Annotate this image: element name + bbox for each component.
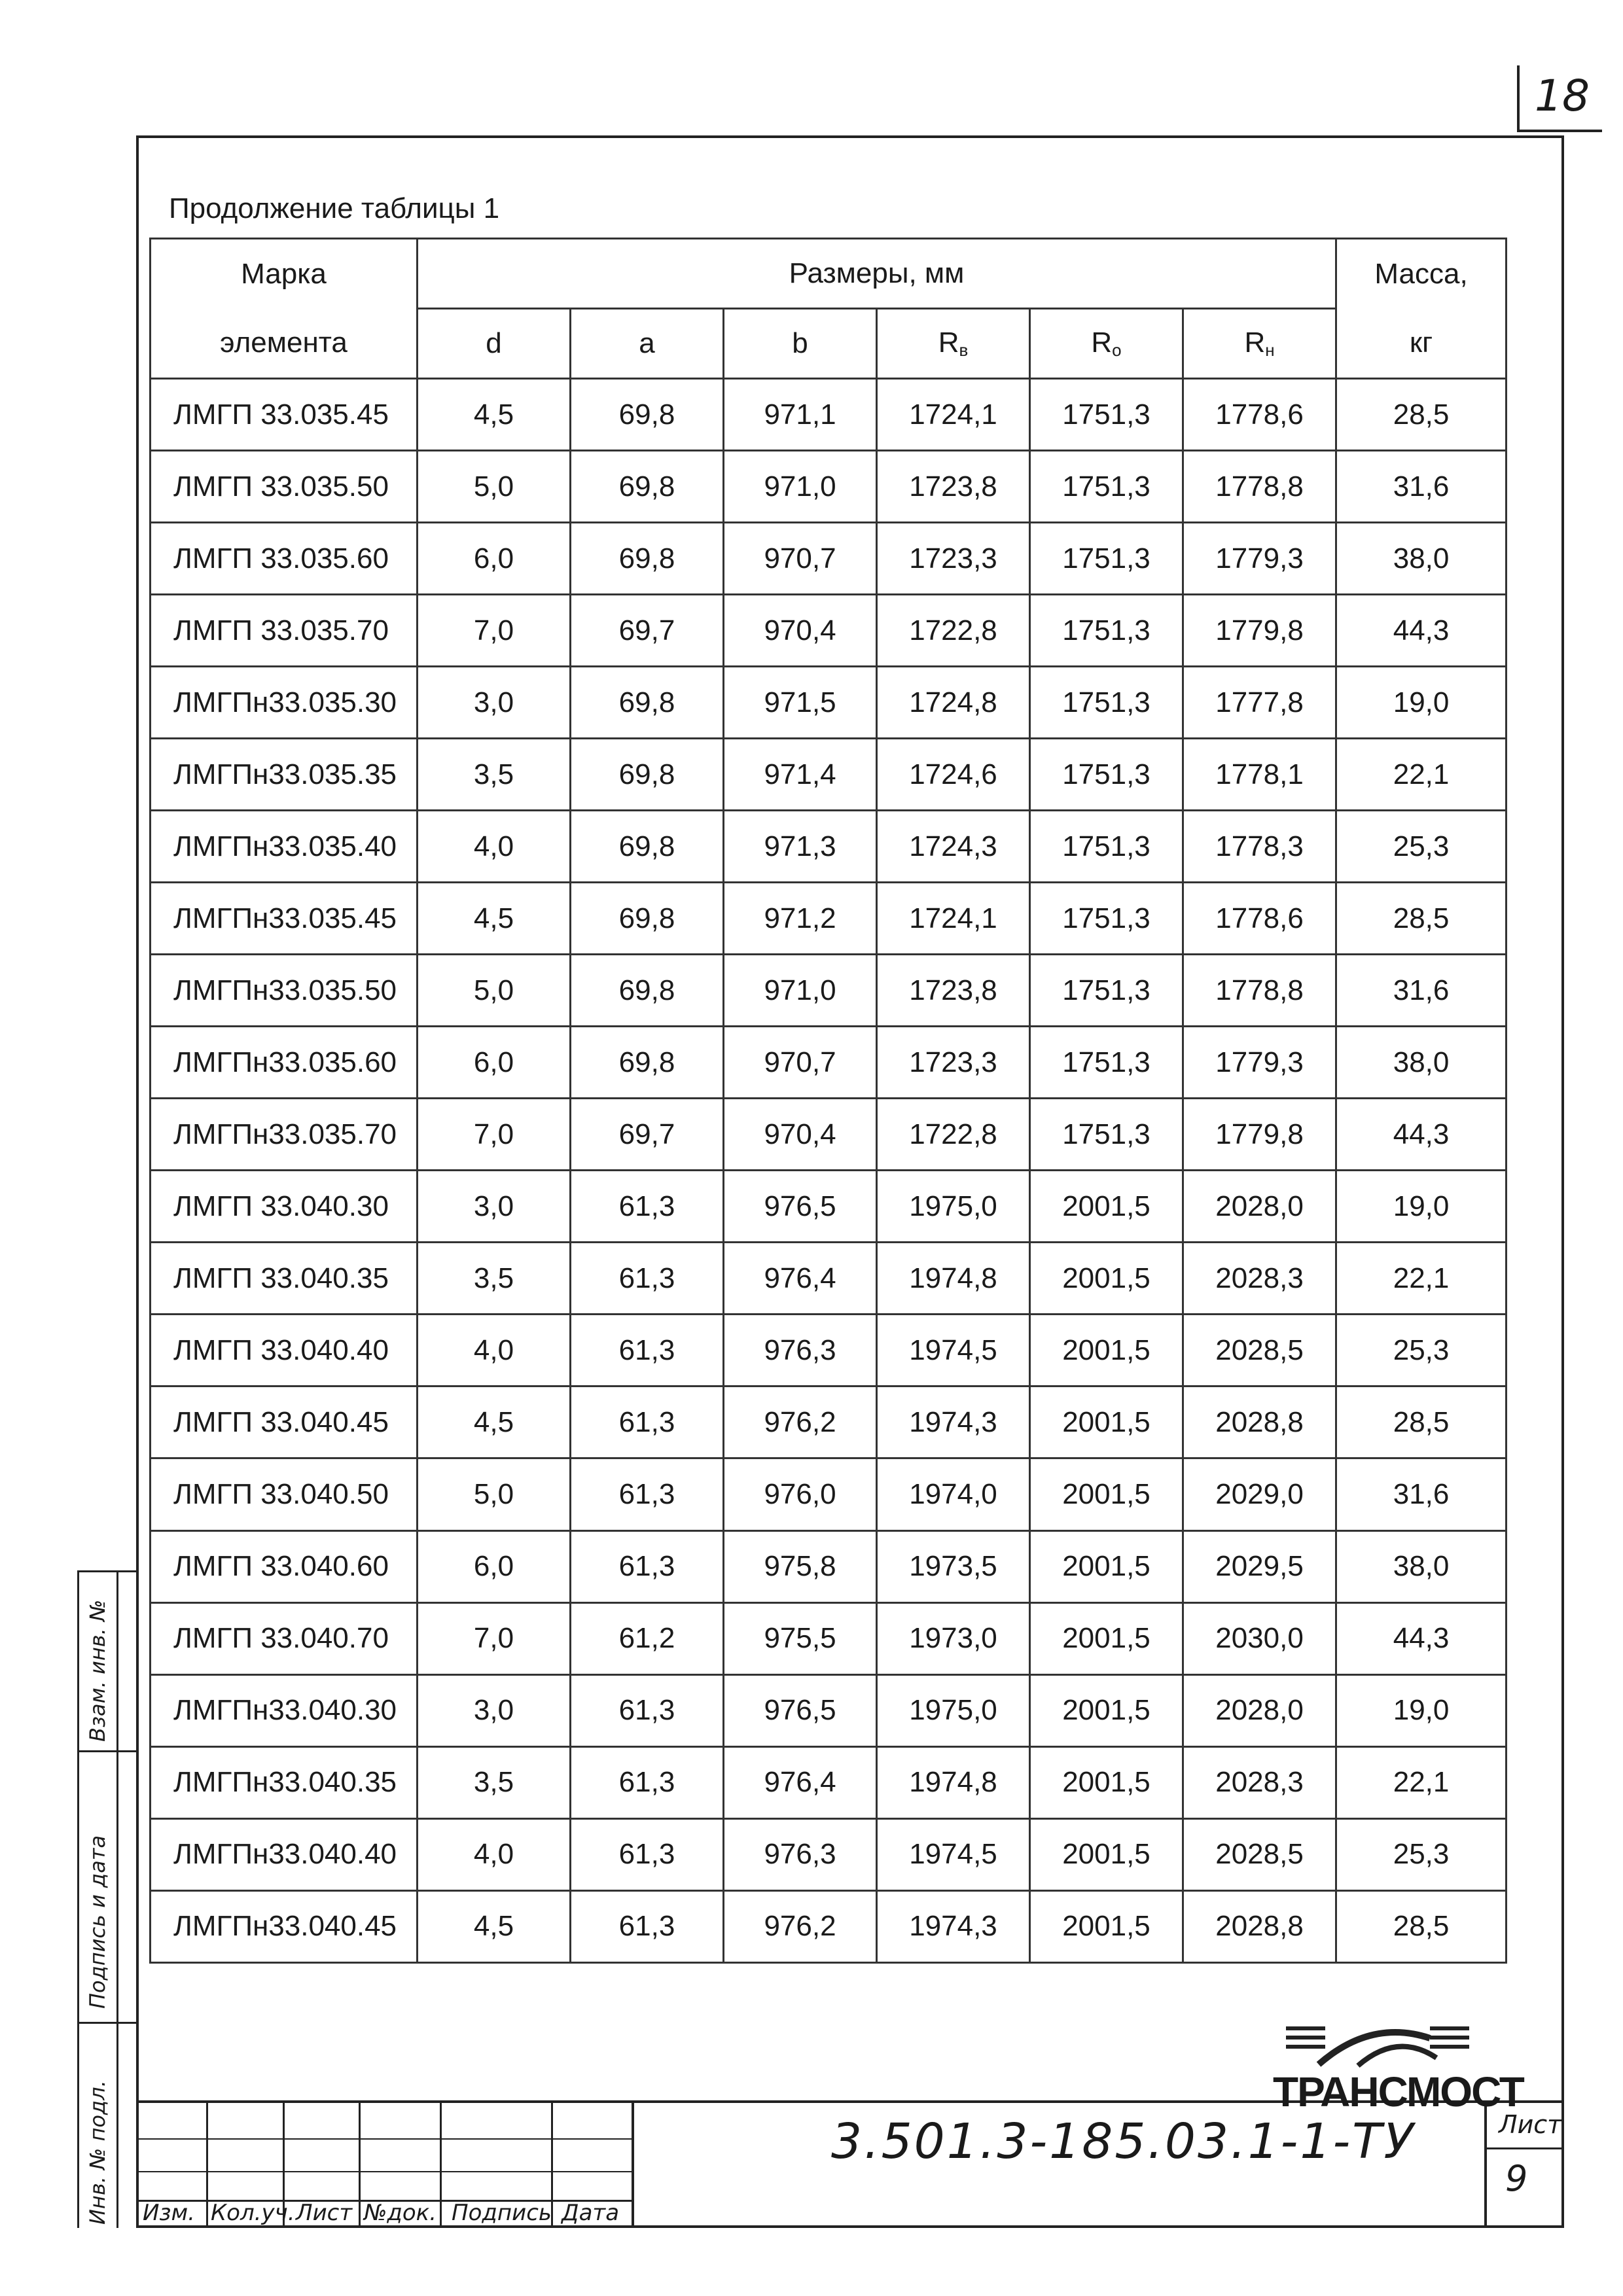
cell-mark: ЛМГП 33.040.45 (151, 1386, 418, 1458)
table-cell: 1973,0 (877, 1602, 1030, 1674)
table-cell: 976,3 (724, 1315, 877, 1386)
table-cell: 1751,3 (1030, 595, 1183, 667)
table-row (151, 1530, 1507, 1602)
table-cell: 7,0 (418, 1602, 571, 1674)
tb-label-data: Дата (562, 2200, 620, 2226)
table-cell: 971,3 (724, 811, 877, 883)
table-cell: 44,3 (1336, 595, 1507, 667)
cell-mark: ЛМГП 33.040.30 (151, 1171, 418, 1243)
logo-wordmark: ТРАНСМОСТ (1273, 2068, 1524, 2115)
table-cell: 1751,3 (1030, 451, 1183, 523)
table-cell: 44,3 (1336, 1099, 1507, 1171)
table-cell: 976,2 (724, 1386, 877, 1458)
cell-mark: ЛМГПн33.035.60 (151, 1027, 418, 1099)
table-cell: 1751,3 (1030, 523, 1183, 595)
title-block-col (206, 2100, 208, 2228)
table-cell: 976,5 (724, 1674, 877, 1746)
title-block-col (359, 2100, 361, 2228)
table-cell: 31,6 (1336, 955, 1507, 1027)
table-cell: 19,0 (1336, 667, 1507, 739)
table-cell: 2001,5 (1030, 1171, 1183, 1243)
tb-label-kol: Кол.уч. (211, 2200, 295, 2226)
table-cell: 1751,3 (1030, 1099, 1183, 1171)
title-block-rule (136, 2138, 633, 2140)
tb-label-list: Лист (296, 2200, 353, 2226)
header-col-ro: $R_о$ (1030, 309, 1183, 379)
table-cell: 6,0 (418, 1530, 571, 1602)
page-number: 18 (1535, 71, 1590, 121)
table-cell: 2030,0 (1183, 1602, 1336, 1674)
table-row (151, 1386, 1507, 1458)
header-mark-top: Марка (151, 239, 418, 309)
table-cell: 971,1 (724, 379, 877, 451)
table-cell: 6,0 (418, 523, 571, 595)
table-row (151, 739, 1507, 811)
table-cell: 1751,3 (1030, 667, 1183, 739)
table-row (151, 1315, 1507, 1386)
table-cell: 61,3 (571, 1674, 724, 1746)
table-cell: 2001,5 (1030, 1315, 1183, 1386)
cell-mark: ЛМГП 33.035.50 (151, 451, 418, 523)
table-row (151, 1027, 1507, 1099)
table-cell: 2001,5 (1030, 1818, 1183, 1890)
table-cell: 1722,8 (877, 595, 1030, 667)
table-cell: 3,5 (418, 1243, 571, 1315)
table-cell: 5,0 (418, 451, 571, 523)
cell-mark: ЛМГП 33.040.35 (151, 1243, 418, 1315)
table-cell: 2001,5 (1030, 1674, 1183, 1746)
side-stamp-rule (77, 1750, 136, 1752)
table-cell: 2001,5 (1030, 1746, 1183, 1818)
table-row (151, 379, 1507, 451)
table-cell: 2001,5 (1030, 1243, 1183, 1315)
table-cell: 38,0 (1336, 1027, 1507, 1099)
table-cell: 61,3 (571, 1458, 724, 1530)
table-cell: 31,6 (1336, 451, 1507, 523)
cell-mark: ЛМГПн33.035.40 (151, 811, 418, 883)
table-cell: 1722,8 (877, 1099, 1030, 1171)
table-cell: 975,8 (724, 1530, 877, 1602)
table-cell: 69,7 (571, 1099, 724, 1171)
table-cell: 69,8 (571, 883, 724, 955)
page-number-underline (1517, 130, 1602, 132)
table-cell: 976,3 (724, 1818, 877, 1890)
table-cell: 975,5 (724, 1602, 877, 1674)
table-cell: 976,4 (724, 1746, 877, 1818)
table-cell: 1751,3 (1030, 955, 1183, 1027)
table-cell: 3,5 (418, 1746, 571, 1818)
table-cell: 970,7 (724, 1027, 877, 1099)
table-cell: 1974,3 (877, 1890, 1030, 1962)
table-row (151, 451, 1507, 523)
table-cell: 4,0 (418, 1818, 571, 1890)
table-cell: 3,0 (418, 1674, 571, 1746)
cell-mark: ЛМГПн33.040.45 (151, 1890, 418, 1962)
cell-mark: ЛМГП 33.040.50 (151, 1458, 418, 1530)
table-cell: 2001,5 (1030, 1890, 1183, 1962)
table-cell: 1974,8 (877, 1746, 1030, 1818)
table-cell: 3,0 (418, 667, 571, 739)
table-row (151, 1099, 1507, 1171)
table-cell: 25,3 (1336, 1315, 1507, 1386)
table-cell: 1974,5 (877, 1315, 1030, 1386)
table-cell: 2028,8 (1183, 1890, 1336, 1962)
side-inv-replace: Взам. инв. № (85, 1599, 110, 1742)
table-cell: 61,2 (571, 1602, 724, 1674)
cell-mark: ЛМГПн33.040.30 (151, 1674, 418, 1746)
table-cell: 1778,6 (1183, 883, 1336, 955)
table-cell: 61,3 (571, 1530, 724, 1602)
header-dimensions: Размеры, мм (418, 239, 1336, 309)
table-cell: 7,0 (418, 595, 571, 667)
side-inv-orig: Инв. № подл. (85, 2080, 110, 2225)
table-cell: 1779,3 (1183, 1027, 1336, 1099)
table-cell: 2029,5 (1183, 1530, 1336, 1602)
table-cell: 1778,8 (1183, 955, 1336, 1027)
side-stamp-border (77, 1570, 79, 2228)
table-cell: 2001,5 (1030, 1530, 1183, 1602)
table-cell: 1777,8 (1183, 667, 1336, 739)
cell-mark: ЛМГП 33.035.60 (151, 523, 418, 595)
tb-label-ndok: №док. (364, 2200, 437, 2226)
header-col-d: d (418, 309, 571, 379)
header-col-b: b (724, 309, 877, 379)
cell-mark: ЛМГПн33.035.35 (151, 739, 418, 811)
table-cell: 1778,6 (1183, 379, 1336, 451)
table-cell: 4,5 (418, 379, 571, 451)
header-mass-top: Масса, (1336, 239, 1507, 309)
table-cell: 69,8 (571, 451, 724, 523)
table-cell: 1974,0 (877, 1458, 1030, 1530)
table-cell: 38,0 (1336, 523, 1507, 595)
table-row (151, 1890, 1507, 1962)
header-col-rn: $R_н$ (1183, 309, 1336, 379)
cell-mark: ЛМГПн33.040.35 (151, 1746, 418, 1818)
table-row (151, 1171, 1507, 1243)
table-cell: 1779,8 (1183, 1099, 1336, 1171)
table-cell: 2028,8 (1183, 1386, 1336, 1458)
table-cell: 1778,3 (1183, 811, 1336, 883)
table-cell: 1751,3 (1030, 883, 1183, 955)
table-cell: 28,5 (1336, 1890, 1507, 1962)
table-cell: 4,5 (418, 883, 571, 955)
table-cell: 2001,5 (1030, 1386, 1183, 1458)
table-cell: 6,0 (418, 1027, 571, 1099)
sheet-label: Лист (1499, 2110, 1562, 2139)
table-cell: 61,3 (571, 1386, 724, 1458)
table-row (151, 1243, 1507, 1315)
table-cell: 1974,8 (877, 1243, 1030, 1315)
table-row (151, 1746, 1507, 1818)
table-cell: 1778,1 (1183, 739, 1336, 811)
table-cell: 69,8 (571, 667, 724, 739)
cell-mark: ЛМГП 33.035.45 (151, 379, 418, 451)
table-cell: 1723,8 (877, 451, 1030, 523)
table-cell: 1724,1 (877, 883, 1030, 955)
table-cell: 2001,5 (1030, 1602, 1183, 1674)
table-row (151, 811, 1507, 883)
table-cell: 971,4 (724, 739, 877, 811)
table-cell: 971,2 (724, 883, 877, 955)
table-cell: 22,1 (1336, 1243, 1507, 1315)
table-cell: 970,7 (724, 523, 877, 595)
side-sign-date: Подпись и дата (85, 1835, 110, 2009)
table-cell: 1779,3 (1183, 523, 1336, 595)
table-cell: 3,5 (418, 739, 571, 811)
title-block-col (632, 2100, 634, 2228)
table-cell: 5,0 (418, 1458, 571, 1530)
table-cell: 1751,3 (1030, 379, 1183, 451)
data-body (151, 379, 1507, 1963)
table-row (151, 1818, 1507, 1890)
table-cell: 19,0 (1336, 1674, 1507, 1746)
table-cell: 1973,5 (877, 1530, 1030, 1602)
table-cell: 1724,1 (877, 379, 1030, 451)
table-cell: 69,8 (571, 523, 724, 595)
table-cell: 28,5 (1336, 1386, 1507, 1458)
table-cell: 19,0 (1336, 1171, 1507, 1243)
table-cell: 1974,3 (877, 1386, 1030, 1458)
header-mass-bottom: кг (1336, 309, 1507, 379)
table-cell: 976,0 (724, 1458, 877, 1530)
side-stamp-rule (77, 1570, 136, 1572)
table-cell: 69,8 (571, 379, 724, 451)
table-cell: 61,3 (571, 1818, 724, 1890)
table-cell: 28,5 (1336, 883, 1507, 955)
table-cell: 4,5 (418, 1890, 571, 1962)
table-cell: 69,8 (571, 1027, 724, 1099)
table-cell: 970,4 (724, 1099, 877, 1171)
cell-mark: ЛМГПн33.040.40 (151, 1818, 418, 1890)
cell-mark: ЛМГП 33.040.40 (151, 1315, 418, 1386)
table-cell: 1975,0 (877, 1171, 1030, 1243)
data-table (149, 238, 1507, 1964)
title-block-rule (1484, 2147, 1564, 2149)
table-cell: 1723,3 (877, 523, 1030, 595)
table-caption: Продолжение таблицы 1 (169, 192, 500, 224)
cell-mark: ЛМГПн33.035.45 (151, 883, 418, 955)
cell-mark: ЛМГП 33.035.70 (151, 595, 418, 667)
table-cell: 2028,5 (1183, 1818, 1336, 1890)
table-cell: 38,0 (1336, 1530, 1507, 1602)
table-cell: 2001,5 (1030, 1458, 1183, 1530)
table-row (151, 523, 1507, 595)
table-cell: 5,0 (418, 955, 571, 1027)
table-cell: 2028,3 (1183, 1243, 1336, 1315)
table-cell: 4,0 (418, 811, 571, 883)
table-cell: 69,8 (571, 955, 724, 1027)
table-cell: 1724,6 (877, 739, 1030, 811)
table-cell: 3,0 (418, 1171, 571, 1243)
table-cell: 61,3 (571, 1890, 724, 1962)
title-block-col (440, 2100, 442, 2228)
table-cell: 2028,5 (1183, 1315, 1336, 1386)
table-cell: 25,3 (1336, 811, 1507, 883)
cell-mark: ЛМГП 33.040.60 (151, 1530, 418, 1602)
table-cell: 971,5 (724, 667, 877, 739)
table-cell: 2028,3 (1183, 1746, 1336, 1818)
side-stamp-rule (77, 2022, 136, 2024)
table-cell: 31,6 (1336, 1458, 1507, 1530)
header-mark-bottom: элемента (151, 309, 418, 379)
table-cell: 22,1 (1336, 1746, 1507, 1818)
side-stamp (77, 1570, 130, 2228)
table-cell: 970,4 (724, 595, 877, 667)
table-cell: 971,0 (724, 451, 877, 523)
table-cell: 1724,8 (877, 667, 1030, 739)
side-stamp-divider (116, 1570, 118, 2228)
table-row (151, 883, 1507, 955)
table-cell: 28,5 (1336, 379, 1507, 451)
table-cell: 61,3 (571, 1243, 724, 1315)
table-cell: 1779,8 (1183, 595, 1336, 667)
table-cell: 44,3 (1336, 1602, 1507, 1674)
table-cell: 1751,3 (1030, 739, 1183, 811)
table-cell: 1723,8 (877, 955, 1030, 1027)
table-cell: 25,3 (1336, 1818, 1507, 1890)
tb-label-izm: Изм. (143, 2200, 195, 2226)
table-cell: 971,0 (724, 955, 877, 1027)
table-row (151, 667, 1507, 739)
table-cell: 1975,0 (877, 1674, 1030, 1746)
table-cell: 69,8 (571, 811, 724, 883)
table-cell: 2028,0 (1183, 1674, 1336, 1746)
tb-label-podpis: Подпись (452, 2200, 552, 2226)
title-block-col (1484, 2100, 1487, 2228)
table-cell: 1751,3 (1030, 1027, 1183, 1099)
table-cell: 61,3 (571, 1171, 724, 1243)
table-cell: 22,1 (1336, 739, 1507, 811)
table-row (151, 595, 1507, 667)
table-row (151, 1458, 1507, 1530)
table-row (151, 1674, 1507, 1746)
table-cell: 1723,3 (877, 1027, 1030, 1099)
table-cell: 976,2 (724, 1890, 877, 1962)
table-cell: 1751,3 (1030, 811, 1183, 883)
table-cell: 1724,3 (877, 811, 1030, 883)
table-cell: 61,3 (571, 1315, 724, 1386)
table-cell: 69,7 (571, 595, 724, 667)
cell-mark: ЛМГПн33.035.30 (151, 667, 418, 739)
table-row (151, 955, 1507, 1027)
table-cell: 976,5 (724, 1171, 877, 1243)
header-col-a: a (571, 309, 724, 379)
document-code: 3.501.3-185.03.1-1-ТУ (831, 2113, 1416, 2170)
table-cell: 7,0 (418, 1099, 571, 1171)
table-cell: 1778,8 (1183, 451, 1336, 523)
cell-mark: ЛМГПн33.035.70 (151, 1099, 418, 1171)
table-cell: 69,8 (571, 739, 724, 811)
table-cell: 2029,0 (1183, 1458, 1336, 1530)
subheader-row (151, 309, 1507, 379)
table-cell: 61,3 (571, 1746, 724, 1818)
cell-mark: ЛМГП 33.040.70 (151, 1602, 418, 1674)
sheet-number: 9 (1505, 2158, 1528, 2199)
title-block-rule (136, 2171, 633, 2172)
table-cell: 1974,5 (877, 1818, 1030, 1890)
header-col-rv: $R_в$ (877, 309, 1030, 379)
table-cell: 4,5 (418, 1386, 571, 1458)
cell-mark: ЛМГПн33.035.50 (151, 955, 418, 1027)
table-cell: 976,4 (724, 1243, 877, 1315)
table-cell: 2028,0 (1183, 1171, 1336, 1243)
page-number-rule (1517, 65, 1520, 131)
table-cell: 4,0 (418, 1315, 571, 1386)
table-row (151, 1602, 1507, 1674)
